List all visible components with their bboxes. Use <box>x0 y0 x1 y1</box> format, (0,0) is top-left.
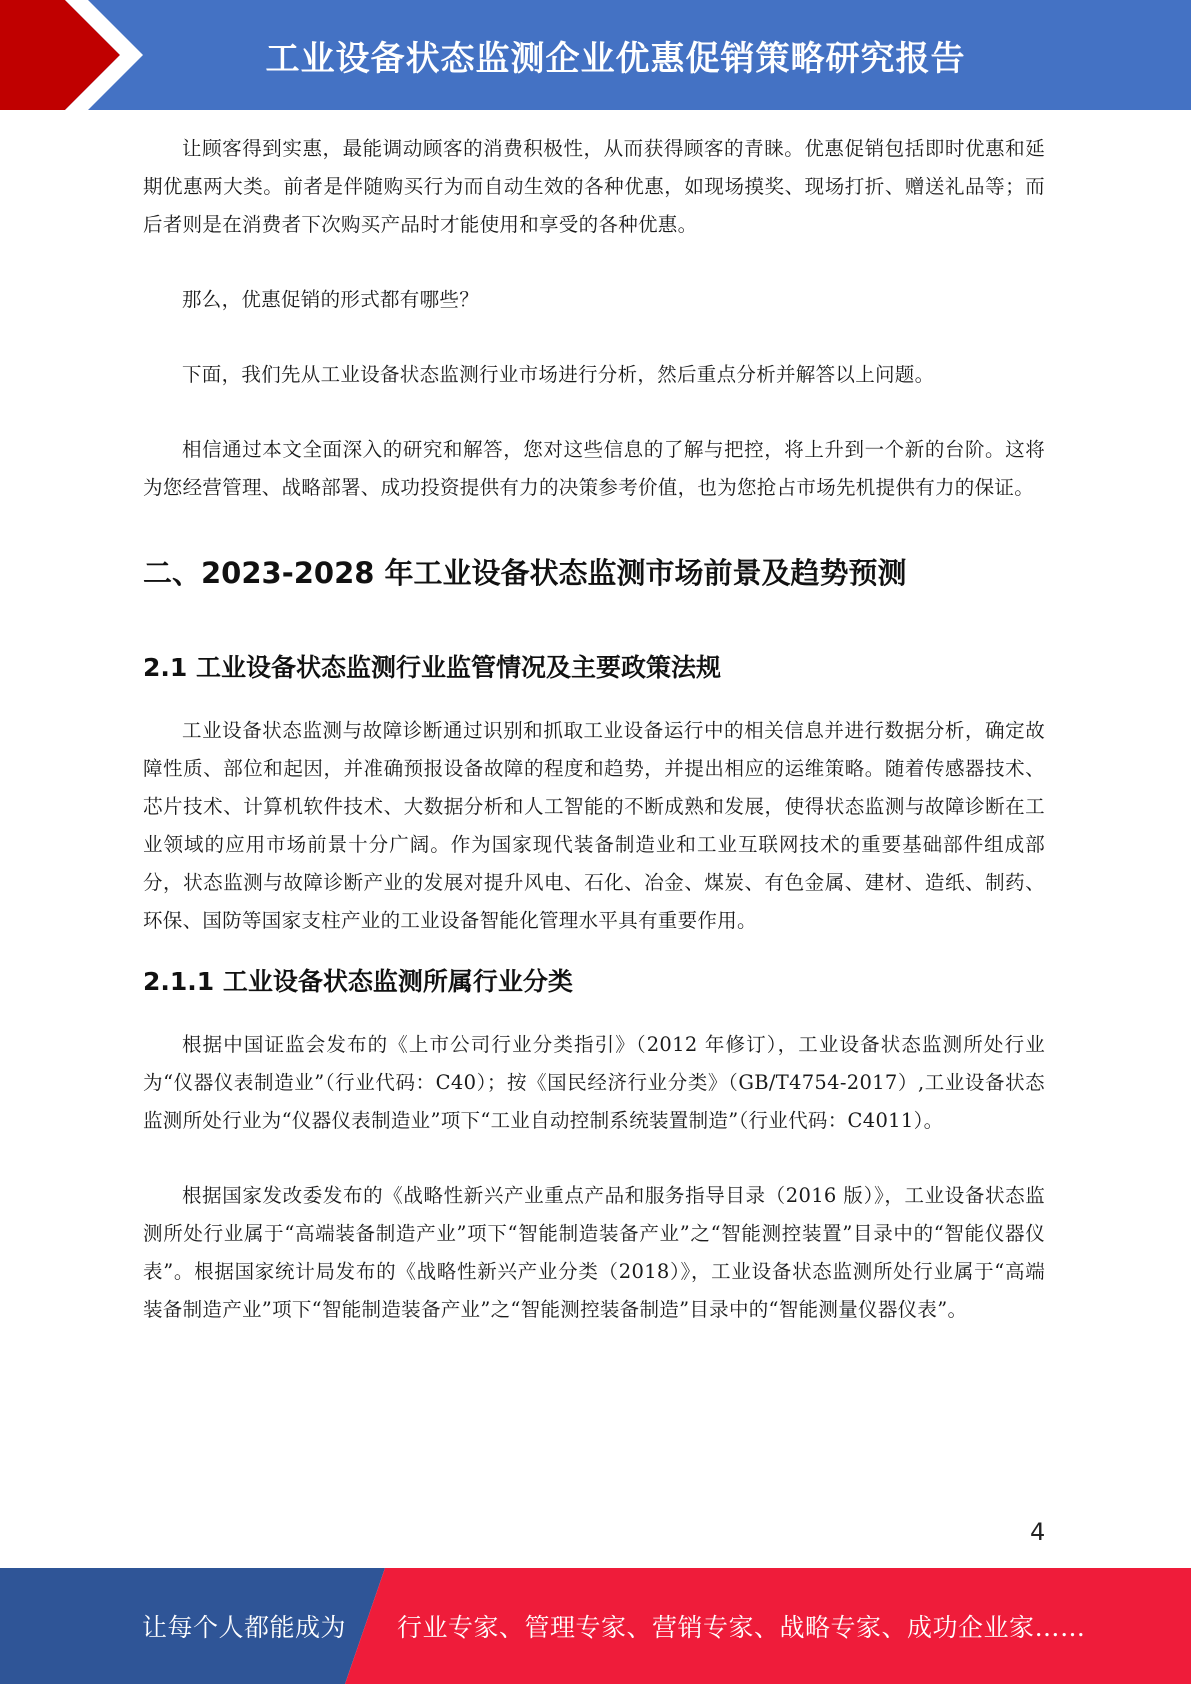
subsection-heading-2-1: 2.1 工业设备状态监测行业监管情况及主要政策法规 <box>143 653 721 682</box>
subsection-2-1-paragraph: 工业设备状态监测与故障诊断通过识别和抓取工业设备运行中的相关信息并进行数据分析，确定故障性质、部位和起因，并准确预报设备故障的程度和趋势，并提出相应的运维策略。随着传感器技术、芯片技术、计算机软件技术、大数据分析和人工智能的不断成熟和发展，使得状态监测与故障诊断在工业领域的应用市场前景十分广阔。作为国家现代装备制造业和工业互联网技术的重要基础部件组成部分，状态监测与故障诊断产业的发展对提升风电、石化、冶金、煤炭、有色金属、建材、造纸、制药、环保、国防等国家支柱产业的工业设备智能化管理水平具有重要作用。 <box>143 719 1045 932</box>
footer-slogan-right: 行业专家、管理专家、营销专家、战略专家、成功企业家…… <box>397 1613 1086 1642</box>
intro-paragraph-1: 让顾客得到实惠，最能调动顾客的消费积极性，从而获得顾客的青睐。优惠促销包括即时优惠和延期优惠两大类。前者是伴随购买行为而自动生效的各种优惠，如现场摸奖、现场打折、赠送礼品等；而后者则是在消费者下次购买产品时才能使用和享受的各种优惠。 <box>143 137 1045 236</box>
intro-paragraph-3: 下面，我们先从工业设备状态监测行业市场进行分析，然后重点分析并解答以上问题。 <box>182 363 935 386</box>
subsection-2-1-1-paragraph-1: 根据中国证监会发布的《上市公司行业分类指引》（2012 年修订），工业设备状态监测所处行业为“仪器仪表制造业”（行业代码：C40）；按《国民经济行业分类》（GB/T4754-2017）,工业设备状态监测所处行业为“仪器仪表制造业”项下“工业自动控制系统装置制造”（行业代码：C4011）。 <box>143 1033 1045 1132</box>
page-header <box>0 0 1191 110</box>
page-number: 4 <box>1030 1518 1046 1546</box>
section-heading-2: 二、2023-2028 年工业设备状态监测市场前景及趋势预测 <box>143 556 907 590</box>
document-body <box>143 130 1045 1329</box>
footer-slogan-left: 让每个人都能成为 <box>142 1613 347 1642</box>
page-footer <box>0 1568 1191 1684</box>
intro-paragraph-4: 相信通过本文全面深入的研究和解答，您对这些信息的了解与把控，将上升到一个新的台阶。这将为您经营管理、战略部署、成功投资提供有力的决策参考价值，也为您抢占市场先机提供有力的保证。 <box>143 438 1045 499</box>
intro-paragraph-2: 那么，优惠促销的形式都有哪些？ <box>182 288 480 311</box>
subsection-2-1-1-paragraph-2: 根据国家发改委发布的《战略性新兴产业重点产品和服务指导目录（2016 版）》，工业设备状态监测所处行业属于“高端装备制造产业”项下“智能制造装备产业”之“智能测控装置”目录中的“智能仪器仪表”。根据国家统计局发布的《战略性新兴产业分类（2018）》，工业设备状态监测所处行业属于“高端装备制造产业”项下“智能制造装备产业”之“智能测控装备制造”目录中的“智能测量仪器仪表”。 <box>143 1184 1045 1321</box>
subsection-heading-2-1-1: 2.1.1 工业设备状态监测所属行业分类 <box>143 967 573 996</box>
document-title: 工业设备状态监测企业优惠促销策略研究报告 <box>265 38 966 79</box>
